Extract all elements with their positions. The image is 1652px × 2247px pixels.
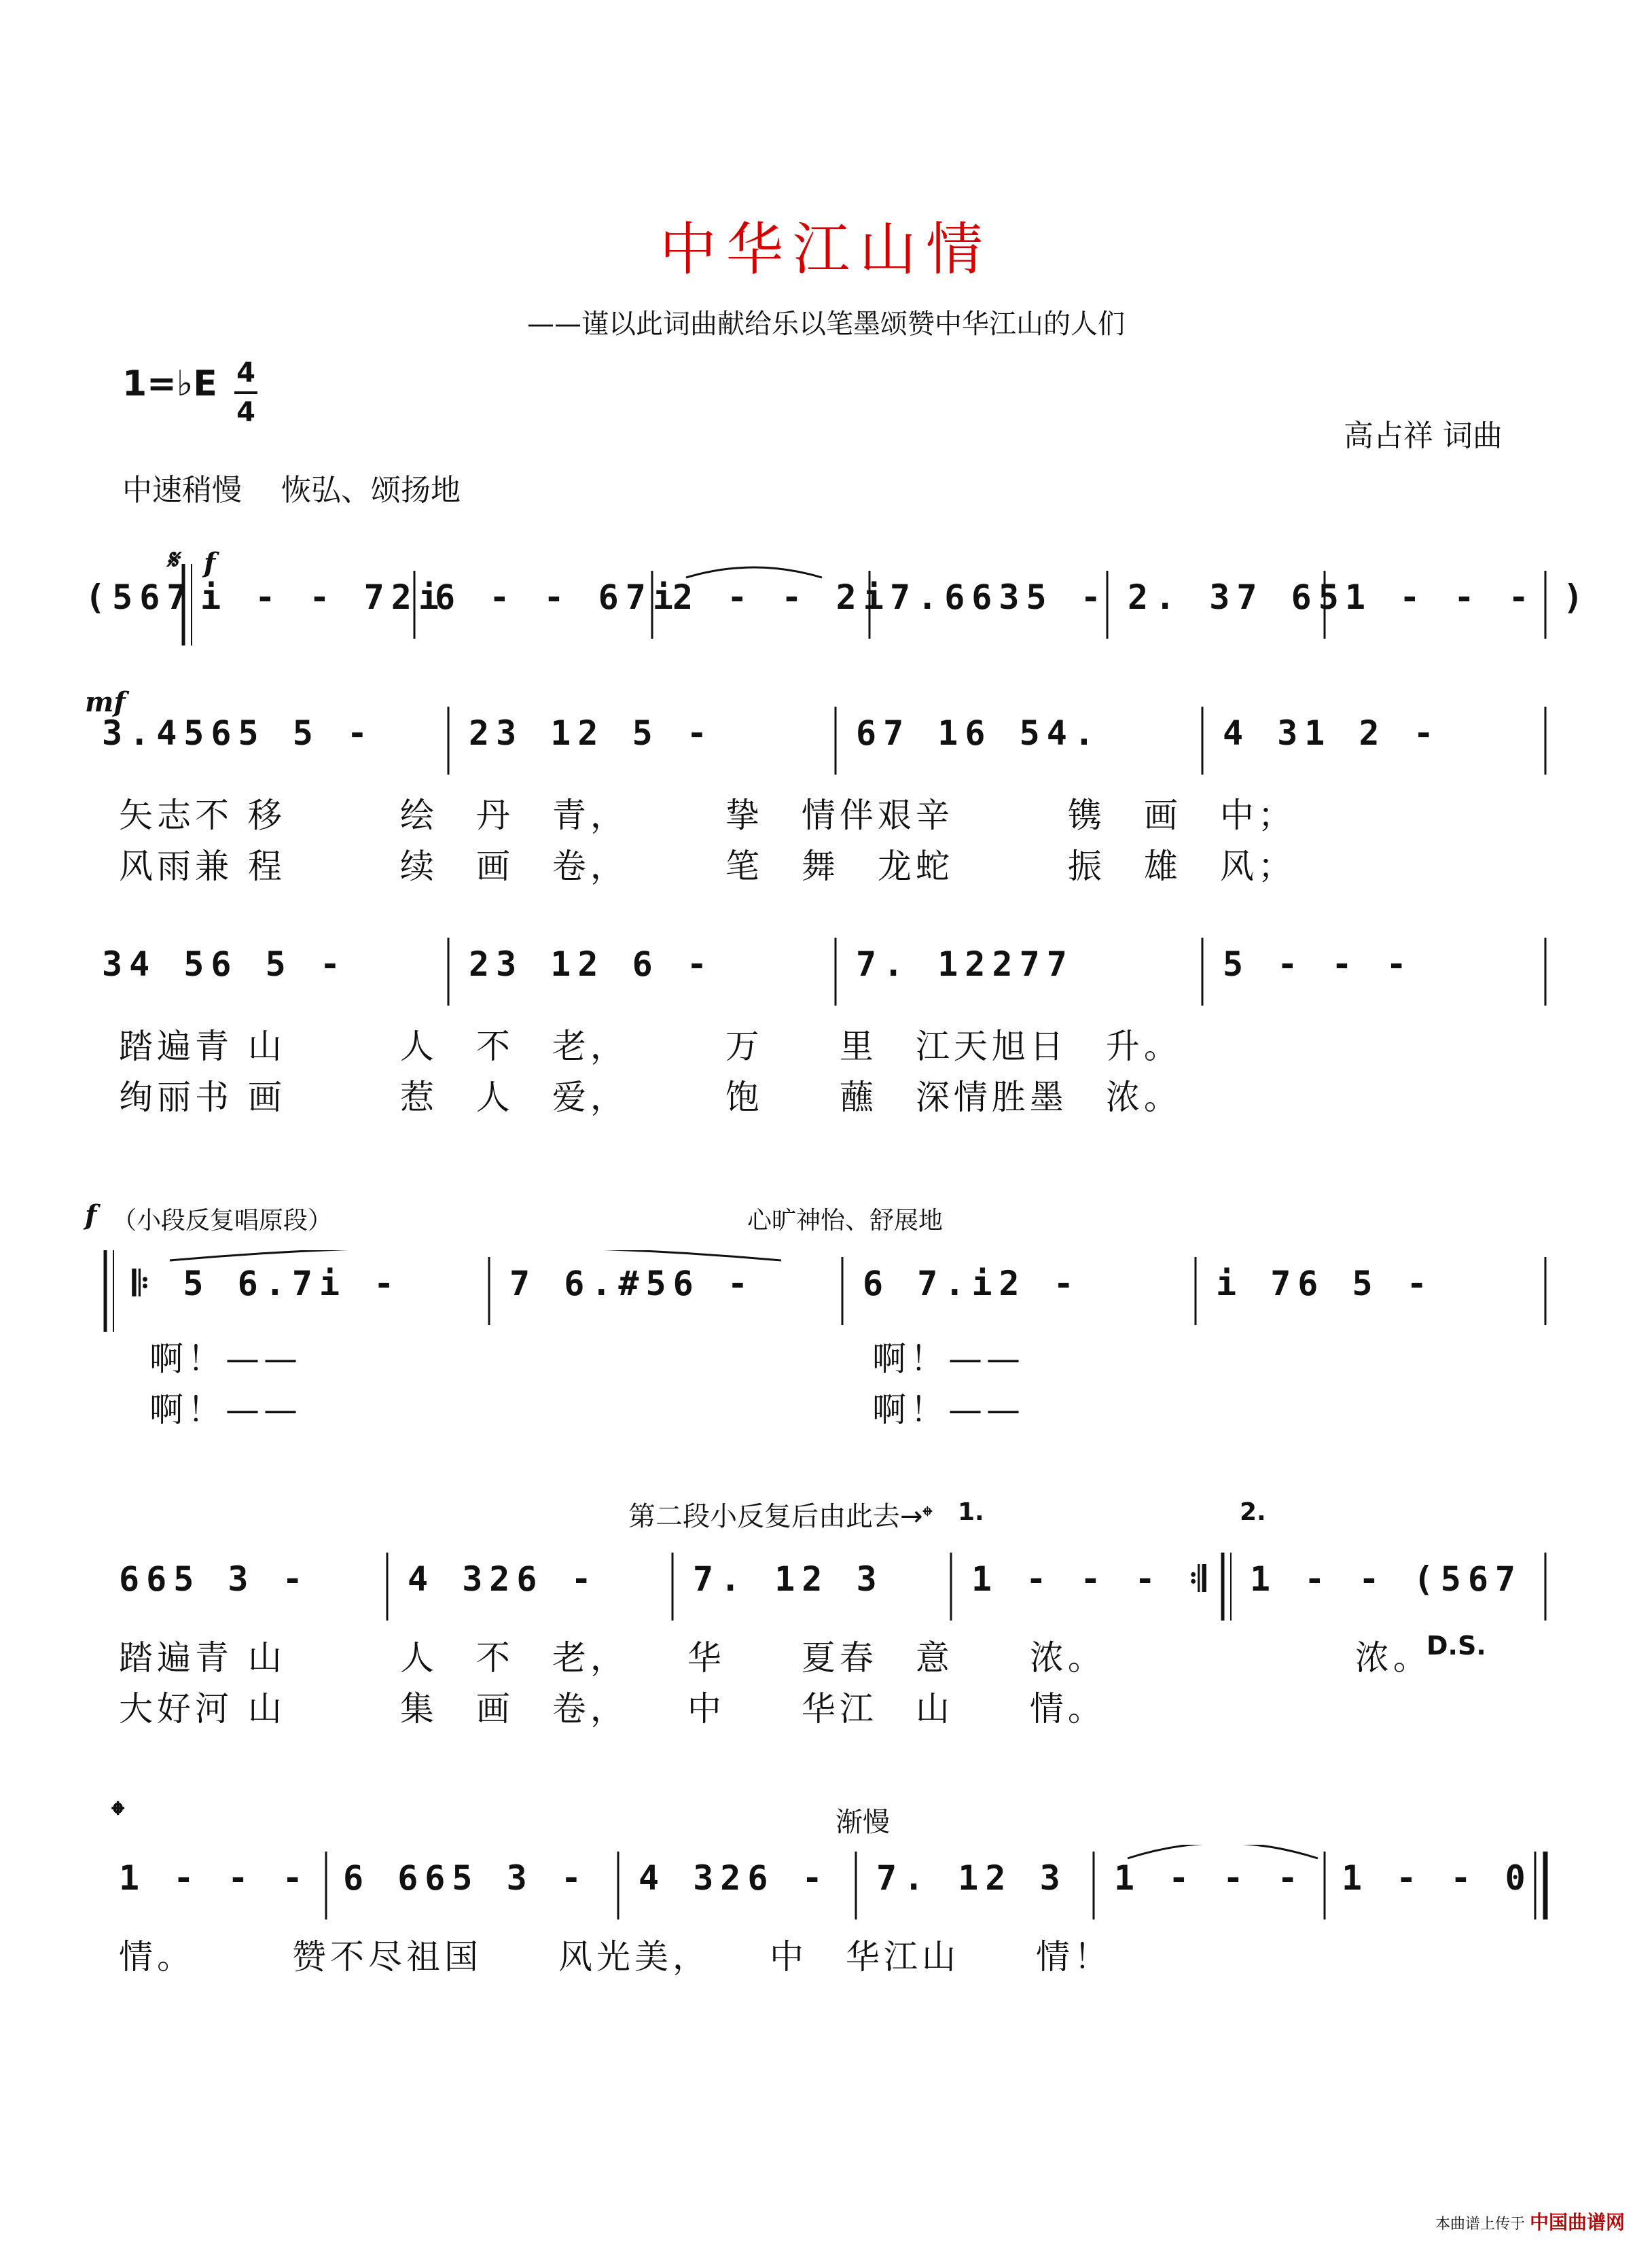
measure: 4 31 2 - [1223,713,1441,753]
volta-1: 1. [958,1498,984,1526]
volta-2: 2. [1240,1498,1266,1526]
score-row-6 [0,1845,1652,1940]
measure: 1 - - (567 [1250,1559,1523,1599]
measure: 1 - - - [119,1858,310,1898]
footer-site: 中国曲谱网 [1529,2211,1625,2233]
meter-bottom: 4 [236,397,255,428]
coda-sign: 𝄌 [112,1794,124,1834]
lyric-line: 矢志不 移 绘 丹 青， 挚 情伴艰辛 镌 画 中； [119,796,1296,835]
measure: 3.4565 5 - [102,713,375,753]
composer: 高占祥 词曲 [1344,419,1503,453]
measure: i - - 72i [200,578,446,617]
ritardando-note: 渐慢 [836,1807,890,1838]
measure: 2 - - 2i [672,578,891,617]
measure: 6 665 3 - [343,1858,588,1898]
measure: 4 326 - [408,1559,598,1599]
segno-sign: 𝄋 [166,544,179,576]
measure: 7. 12277 [856,944,1074,984]
measure: 665 3 - [119,1559,310,1599]
dynamic-mf: mf [85,686,126,718]
measure: 6 - - 67i [435,578,680,617]
score-row-3 [0,931,1652,1026]
lyric-line: 踏遍青 山 人 不 老， 华 夏春 意 浓。 浓。 [119,1638,1431,1678]
measure: 23 12 6 - [469,944,714,984]
dynamic-f: f [204,547,216,579]
measure: (567 [85,578,194,617]
footer-credit [1435,2208,1625,2235]
measure: 1 - - - 𝄇 [971,1559,1213,1599]
lyric-line: 风雨兼 程 续 画 卷， 笔 舞 龙蛇 振 雄 风； [119,847,1296,886]
subtitle: ——谨以此词曲献给乐以笔墨颂赞中华江山的人们 [527,308,1125,340]
lyric-line: 大好河 山 集 画 卷， 中 华江 山 情。 [119,1689,1106,1729]
measure: 𝄆 5 6.7i - [132,1264,401,1303]
footer-text: 本曲谱上传于 [1435,2216,1525,2233]
lyric-line: 情。 赞不尽祖国 风光美， 中 华江山 情！ [119,1937,1112,1977]
score-row-1 [0,544,1652,659]
measure: 7. 12 3 [693,1559,884,1599]
measure: i 76 5 - [1216,1264,1434,1303]
time-signature [234,357,257,429]
page-title: 中华江山情 [659,216,992,283]
coda-direction: 第二段小反复后由此去→𝄌 [628,1501,933,1532]
measure: 7. 12 3 [876,1858,1067,1898]
measure: 34 56 5 - [102,944,347,984]
measure: 67 16 54. [856,713,1101,753]
lyric-line: 啊！—— 啊！—— [149,1390,1024,1430]
measure: 1 - - 0 [1342,1858,1532,1898]
lyric-line: 踏遍青 山 人 不 老， 万 里 江天旭日 升。 [119,1027,1182,1066]
measure: 7 6.#56 - [509,1264,755,1303]
lyric-line: 啊！—— 啊！—— [149,1339,1024,1379]
repeat-note: （小段反复唱原段） [112,1207,333,1235]
score-row-4 [0,1250,1652,1345]
lyric-line: 绚丽书 画 惹 人 爱， 饱 蘸 深情胜墨 浓。 [119,1078,1182,1117]
dynamic-f-2: f [85,1199,97,1231]
ds-marking: D.S. [1426,1631,1486,1661]
measure: 7.6635 - [890,578,1108,617]
measure: 1 - - - [1114,1858,1305,1898]
score-row-2 [0,686,1652,795]
meter-top: 4 [236,357,255,389]
measure: 5 - - - [1223,944,1414,984]
measure: 1 - - - ) [1345,578,1590,617]
measure: 23 12 5 - [469,713,714,753]
measure: 2. 37 65 [1128,578,1346,617]
tempo-marking: 中速稍慢 恢弘、颂扬地 [122,473,461,508]
key-signature: 1=♭E [122,364,217,404]
measure: 6 7.i2 - [863,1264,1081,1303]
expression-note: 心旷神怡、舒展地 [747,1207,944,1235]
measure: 4 326 - [639,1858,829,1898]
